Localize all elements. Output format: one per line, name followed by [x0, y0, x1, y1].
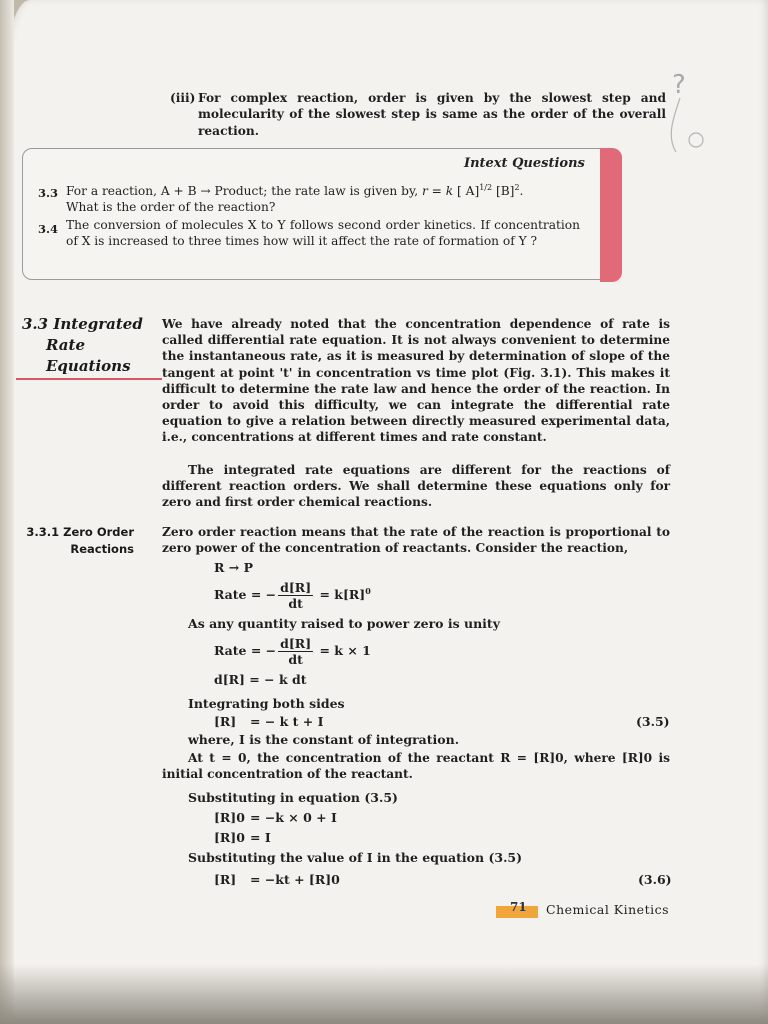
section-paragraph: Zero order reaction means that the rate of the reaction is proportional to zero power of the concentration of reactants. Consider the reaction,: [162, 525, 670, 556]
section-underline: [16, 378, 162, 380]
subsection-title-line: Zero Order: [63, 525, 134, 539]
section-heading: [22, 314, 143, 377]
substituting-statement: Substituting in equation (3.5): [188, 790, 398, 805]
initial-condition-paragraph: At t = 0, the concentration of the reactant R = [R]0, where [R]0 is initial concentration of the reactant.: [162, 751, 670, 782]
integrating-statement: Integrating both sides: [188, 696, 345, 711]
fraction-denominator: dt: [288, 652, 303, 667]
note-label: (iii): [170, 91, 196, 105]
chapter-title: Chemical Kinetics: [546, 902, 670, 917]
fraction: [278, 636, 313, 667]
equation-number: (3.6): [638, 872, 672, 887]
fraction-numerator: d[R]: [280, 636, 312, 651]
exponent: 0: [365, 585, 371, 596]
rate-label: Rate =: [214, 643, 262, 658]
sub-eq-2-rhs: = I: [250, 830, 271, 845]
section-title-line: Rate: [46, 336, 86, 354]
section-title-line: Equations: [46, 357, 131, 375]
fraction: [278, 580, 313, 611]
pencil-scribble: [660, 96, 710, 156]
question-number: 3.4: [38, 222, 59, 236]
question-number: 3.3: [38, 186, 59, 200]
sub-eq-2-lhs: [R]0: [214, 830, 245, 845]
section-title-line: Integrated: [53, 315, 143, 333]
section-number: 3.3: [22, 315, 49, 333]
fraction-denominator: dt: [288, 596, 303, 611]
rate-label: Rate =: [214, 587, 262, 602]
sub-eq-1-lhs: [R]0: [214, 810, 245, 825]
as-statement: As any quantity raised to power zero is unity: [188, 616, 500, 631]
subsection-title-line: Reactions: [70, 542, 134, 556]
bottom-shadow: [0, 964, 768, 1024]
section-paragraph: The integrated rate equations are different for the reactions of different reaction orders. We shall determine these equations only for zero and first order chemical reactions.: [162, 463, 670, 510]
subsection-heading: [20, 524, 134, 558]
rate-rhs: = k[R]: [319, 587, 366, 602]
subsection-number: 3.3.1: [26, 525, 60, 539]
section-paragraph: We have already noted that the concentration dependence of rate is called differential rate equation. It is not always convenient to determine the instantaneous rate, as it is measured by determination of slope of the tangent at point 't' in concentration vs time plot (Fig. 3.1). This makes it difficult to determine the rate law and hence the order of the reaction. In order to avoid this difficulty, we can integrate the differential rate equation to give a relation between directly measured experimental data, i.e., concentrations at different times and rate constant.: [162, 317, 670, 445]
intext-side-bar: [600, 148, 622, 282]
rate-equation-1: Rate = − $\frac{d[R]}{dt}$ = $k[R]^0$: [214, 580, 371, 611]
where-statement: where, I is the constant of integration.: [188, 732, 460, 747]
page-binding-edge: [0, 0, 14, 1024]
page-number: 71: [510, 900, 527, 914]
question-text: The conversion of molecules X to Y follows second order kinetics. If concentration of X is increased to three times how will it affect the rate of formation of Y ?: [66, 218, 580, 249]
rate-rhs: = k × 1: [319, 643, 371, 658]
differential-equation: d[R] = − k dt: [214, 672, 307, 687]
sub-eq-1-rhs: = −k × 0 + I: [250, 810, 337, 825]
eq-3-5-rhs: = − k t + I: [250, 714, 324, 729]
reaction-equation: R → P: [214, 560, 253, 575]
equation-number: (3.5): [636, 714, 670, 729]
eq-3-6-rhs: = −kt + [R]0: [250, 872, 340, 887]
fraction-numerator: d[R]: [280, 580, 312, 595]
rate-equation-2: Rate = − $\frac{d[R]}{dt}$ = k × 1: [214, 636, 371, 667]
intext-title: Intext Questions: [464, 156, 585, 171]
eq-3-5-lhs: [R]: [214, 714, 237, 729]
pencil-question-mark: ?: [672, 70, 686, 100]
substituting-statement-2: Substituting the value of I in the equation (3.5): [188, 850, 523, 865]
note-text: For complex reaction, order is given by the slowest step and molecularity of the slowest step is same as the order of the overall reaction.: [198, 91, 666, 138]
question-text: For a reaction, A + B → Product; the rate law is given by, r = k [ A]$^{1/2}$ $[B]^2$. What is the order of the reaction?: [66, 183, 524, 215]
eq-3-6-lhs: [R]: [214, 872, 237, 887]
